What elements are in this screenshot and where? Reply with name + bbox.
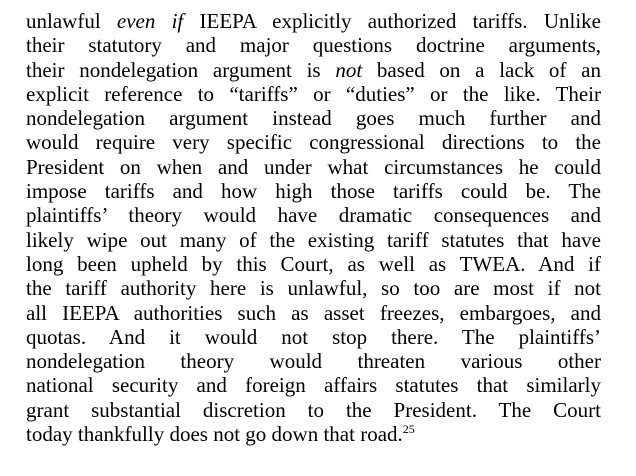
text-line [26,422,601,446]
footnote-marker: 25 [402,422,415,437]
text-segment: plaintiffs’ theory would have dramatic consequences and [26,203,601,228]
text-line [26,106,601,130]
text-line [26,82,601,106]
text-line [26,155,601,179]
text-line [26,9,601,33]
italic-text: even if [116,9,184,33]
text-segment: nondelegation theory would threaten various other [26,349,601,374]
text-segment: IEEPA explicitly authorized tariffs. Unlike [183,9,601,33]
text-line [26,203,601,227]
text-segment: President on when and under what circumstances he could [26,154,601,179]
text-segment: likely wipe out many of the existing tariff statutes that have [26,227,601,252]
text-segment: today thankfully does not go down that road. [26,422,403,447]
italic-text: not [335,57,363,82]
text-line [26,325,601,349]
text-segment: explicit reference to “tariffs” or “duties” or the like. Their [26,81,601,106]
text-segment: impose tariffs and how high those tariffs could be. The [26,179,601,204]
body-paragraph [26,9,601,446]
text-line [26,373,601,397]
text-line [26,349,601,373]
text-segment: grant substantial discretion to the President. The Court [26,397,601,422]
text-segment: national security and foreign affairs statutes that similarly [26,373,601,398]
text-segment: nondelegation argument instead goes much further and [26,106,601,131]
text-segment: the tariff authority here is unlawful, so too are most if not [26,276,601,301]
text-segment: their nondelegation argument is [26,57,336,82]
text-segment: all IEEPA authorities such as asset freezes, embargoes, and [26,300,601,325]
text-line [26,179,601,203]
text-line [26,58,601,82]
text-segment: would require very specific congressional directions to the [26,130,601,155]
text-segment: based on a lack of an [362,57,601,82]
text-line [26,276,601,300]
text-segment: their statutory and major questions doctrine arguments, [26,33,601,58]
text-segment: unlawful [26,9,117,33]
text-line [26,301,601,325]
text-line [26,398,601,422]
text-line [26,33,601,57]
text-line [26,252,601,276]
text-line [26,228,601,252]
text-segment: quotas. And it would not stop there. The plaintiffs’ [26,324,601,349]
text-line [26,130,601,154]
text-segment: long been upheld by this Court, as well as TWEA. And if [26,251,601,276]
